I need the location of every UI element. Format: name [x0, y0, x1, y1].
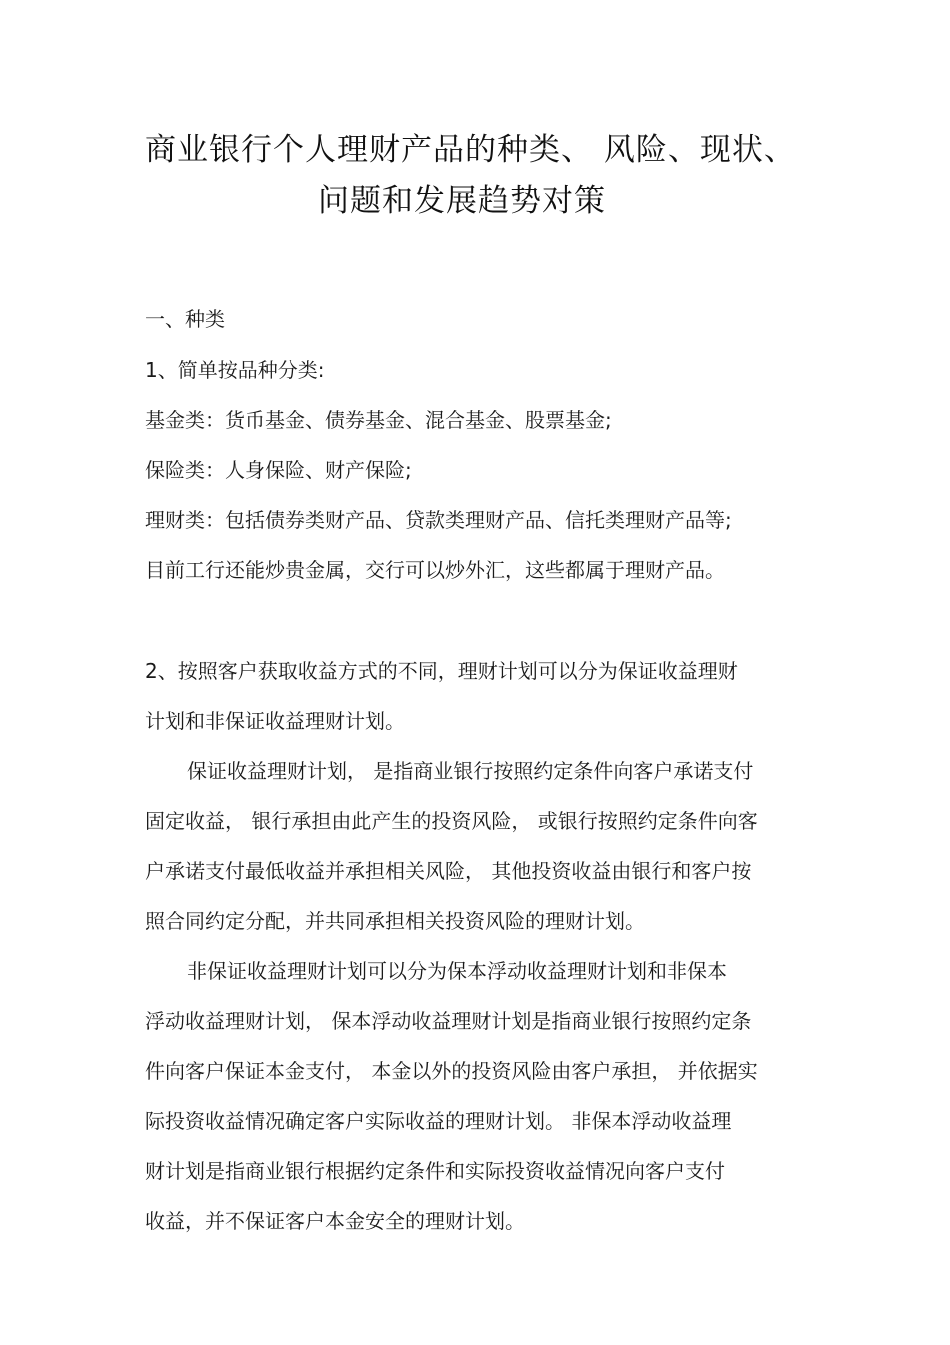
- section-heading-types: 一、种类: [145, 307, 225, 331]
- paragraph-3-line-1: 保证收益理财计划， 是指商业银行按照约定条件向客户承诺支付: [187, 759, 754, 783]
- text-line-insurance-types: 保险类：人身保险、财产保险;: [145, 458, 412, 482]
- paragraph-3-line-3: 户承诺支付最低收益并承担相关风险， 其他投资收益由银行和客户按: [145, 859, 752, 883]
- document-title-line-2: 问题和发展趋势对策: [318, 183, 606, 219]
- paragraph-4-line-3: 件向客户保证本金支付， 本金以外的投资风险由客户承担， 并依据实: [145, 1059, 758, 1083]
- paragraph-2-line-1: 2、按照客户获取收益方式的不同，理财计划可以分为保证收益理财: [145, 659, 738, 683]
- text-line-wealth-types: 理财类：包括债券类财产品、贷款类理财产品、信托类理财产品等;: [145, 508, 732, 532]
- subsection-heading-1: 1、简单按品种分类:: [145, 358, 325, 382]
- paragraph-4-line-1: 非保证收益理财计划可以分为保本浮动收益理财计划和非保本: [187, 959, 727, 983]
- paragraph-4-line-2: 浮动收益理财计划， 保本浮动收益理财计划是指商业银行按照约定条: [145, 1009, 752, 1033]
- text-line-fund-types: 基金类：货币基金、债券基金、混合基金、股票基金;: [145, 408, 612, 432]
- paragraph-4-line-6: 收益，并不保证客户本金安全的理财计划。: [145, 1209, 525, 1233]
- paragraph-3-line-2: 固定收益， 银行承担由此产生的投资风险， 或银行按照约定条件向客: [145, 809, 758, 833]
- paragraph-3-line-4: 照合同约定分配，并共同承担相关投资风险的理财计划。: [145, 909, 645, 933]
- document-title-line-1: 商业银行个人理财产品的种类、 风险、现状、: [145, 132, 796, 168]
- paragraph-4-line-4: 际投资收益情况确定客户实际收益的理财计划。 非保本浮动收益理: [145, 1109, 732, 1133]
- paragraph-2-line-2: 计划和非保证收益理财计划。: [145, 709, 405, 733]
- paragraph-4-line-5: 财计划是指商业银行根据约定条件和实际投资收益情况向客户支付: [145, 1159, 725, 1183]
- text-line-metals-forex: 目前工行还能炒贵金属，交行可以炒外汇，这些都属于理财产品。: [145, 558, 725, 582]
